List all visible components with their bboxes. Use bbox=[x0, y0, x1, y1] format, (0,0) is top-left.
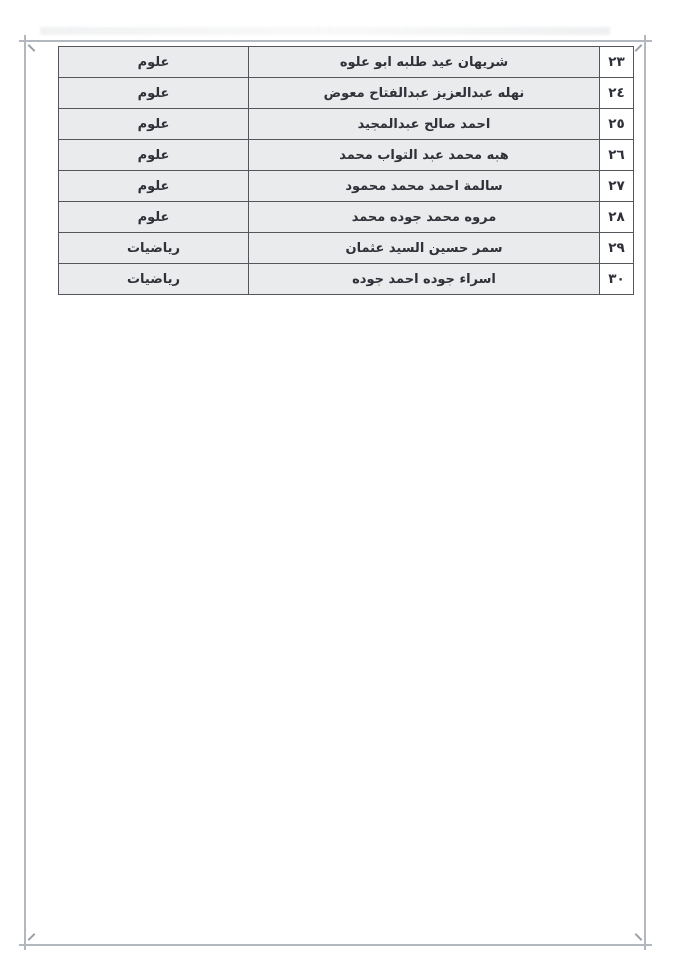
table-row bbox=[59, 47, 634, 78]
table-row bbox=[59, 171, 634, 202]
student-name-cell: اسراء جوده احمد جوده bbox=[249, 264, 600, 295]
table-row bbox=[59, 78, 634, 109]
student-name-cell: مروه محمد جوده محمد bbox=[249, 202, 600, 233]
subject-cell: علوم bbox=[59, 78, 249, 109]
frame-corner-tick-icon bbox=[28, 933, 36, 941]
subject-cell: علوم bbox=[59, 171, 249, 202]
subject-cell: علوم bbox=[59, 140, 249, 171]
subject-cell: علوم bbox=[59, 109, 249, 140]
student-name-cell: سمر حسين السيد عثمان bbox=[249, 233, 600, 264]
frame-left-line bbox=[24, 35, 26, 950]
frame-top-line bbox=[19, 40, 652, 42]
student-name-cell: احمد صالح عبدالمجيد bbox=[249, 109, 600, 140]
student-name-cell: نهله عبدالعزيز عبدالفتاح معوض bbox=[249, 78, 600, 109]
subject-cell: رياضيات bbox=[59, 264, 249, 295]
student-name-cell: سالمة احمد محمد محمود bbox=[249, 171, 600, 202]
row-number-cell: ٢٩ bbox=[600, 233, 634, 264]
frame-bottom-line bbox=[19, 944, 652, 946]
row-number-cell: ٢٤ bbox=[600, 78, 634, 109]
table-row bbox=[59, 109, 634, 140]
row-number-cell: ٢٧ bbox=[600, 171, 634, 202]
frame-corner-tick-icon bbox=[28, 44, 36, 52]
row-number-cell: ٢٣ bbox=[600, 47, 634, 78]
subject-cell: رياضيات bbox=[59, 233, 249, 264]
row-number-cell: ٢٦ bbox=[600, 140, 634, 171]
student-name-cell: هبه محمد عبد التواب محمد bbox=[249, 140, 600, 171]
table-row bbox=[59, 233, 634, 264]
results-table-body bbox=[59, 47, 634, 295]
row-number-cell: ٢٨ bbox=[600, 202, 634, 233]
subject-cell: علوم bbox=[59, 47, 249, 78]
scan-artifact bbox=[40, 27, 610, 35]
frame-right-line bbox=[644, 35, 646, 950]
row-number-cell: ٣٠ bbox=[600, 264, 634, 295]
frame-corner-tick-icon bbox=[635, 933, 643, 941]
row-number-cell: ٢٥ bbox=[600, 109, 634, 140]
table-row bbox=[59, 140, 634, 171]
table-row bbox=[59, 264, 634, 295]
student-name-cell: شريهان عيد طلبه ابو علوه bbox=[249, 47, 600, 78]
table-row bbox=[59, 202, 634, 233]
frame-corner-tick-icon bbox=[635, 44, 643, 52]
subject-cell: علوم bbox=[59, 202, 249, 233]
results-table bbox=[58, 46, 634, 295]
